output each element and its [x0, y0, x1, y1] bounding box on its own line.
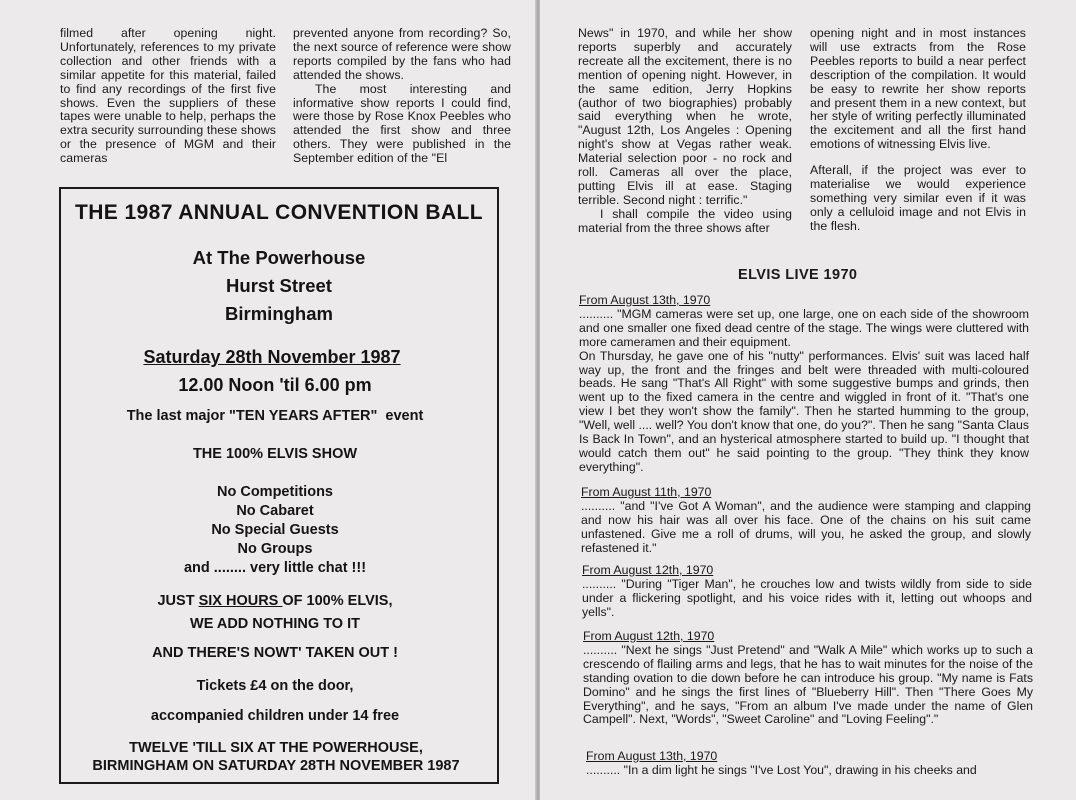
no-special-guests: No Special Guests	[211, 522, 339, 538]
section-heading: ELVIS LIVE 1970	[738, 267, 858, 283]
six-hours-post: OF 100% ELVIS,	[282, 593, 393, 609]
entry-date: From August 13th, 1970	[586, 749, 718, 763]
right-col1-paragraph-1: News" in 1970, and while her show reports superbly and accurately recreate all the excitement, there is no mention of opening night. However, in the same edition, Jerry Hopkins (author of two biographies) probably said everything when he wrote, "August 12th, Los Angeles : Opening night's show at Vegas rather weak. Material selection poor - no rock and roll. Cameras all over the place, putting Elvis ill at ease. Staging terrible. Second night : terrific."	[578, 26, 792, 207]
left-column-2	[293, 27, 511, 166]
show-name: THE 100% ELVIS SHOW	[192, 446, 358, 462]
entry-date: From August 12th, 1970	[583, 629, 715, 643]
add-nothing: WE ADD NOTHING TO IT	[190, 616, 360, 632]
venue-line-1: At The Powerhouse	[192, 247, 366, 268]
little-chat: and ........ very little chat !!!	[183, 560, 367, 576]
right-column-1	[578, 27, 792, 236]
footer-line-2: BIRMINGHAM ON SATURDAY 28TH NOVEMBER 1987	[92, 758, 460, 774]
right-col1-paragraph-2: I shall compile the video using material from the three shows after	[578, 206, 792, 235]
tagline-text: The last major	[126, 408, 230, 424]
right-col2-paragraph-2: Afterall, if the project was ever to materialise we would experience something very similar even if it was only a celluloid image and not Elvis in the flesh.	[810, 163, 1026, 233]
right-col2-paragraph-1: opening night and in most instances will use extracts from the Rose Peebles reports to build a near perfect description of the compilation. It would be easy to rewrite her show reports and present them in a new context, but her style of writing perfectly illuminated the excitement and all the first hand emotions of witnessing Elvis live.	[810, 26, 1026, 152]
entry-date: From August 11th, 1970	[581, 485, 712, 499]
nowt-taken-out: AND THERE'S NOWT' TAKEN OUT !	[152, 645, 398, 661]
no-groups: No Groups	[237, 541, 313, 557]
six-hours-pre: JUST	[157, 593, 199, 609]
footer-line-1: TWELVE 'TILL SIX AT THE POWERHOUSE,	[129, 740, 423, 756]
venue-line-2: Hurst Street	[226, 275, 332, 296]
six-hours-line	[53, 593, 497, 609]
entry-text: .......... "In a dim light he sings "I've Lost You", drawing in his cheeks and	[586, 762, 977, 777]
six-hours-underlined: SIX HOURS	[198, 593, 283, 609]
convention-ball-advert	[59, 187, 499, 784]
left-column-1	[60, 27, 276, 166]
no-competitions: No Competitions	[217, 484, 333, 500]
entry-text: .......... "During "Tiger Man", he crouches low and twists wildly from side to side under a flickering spotlight, and his voice rides with it, letting out whoops and yells".	[582, 576, 1032, 619]
entry-date: From August 12th, 1970	[582, 563, 714, 577]
show-report-entry	[579, 294, 1029, 475]
left-col2-paragraph-1: prevented anyone from recording? So, the next source of reference were show reports compiled by the fans who had attended the shows.	[293, 26, 511, 82]
no-cabaret: No Cabaret	[236, 503, 314, 519]
show-report-entry	[583, 630, 1033, 727]
left-col2-paragraph-2: The most interesting and informative show reports I could find, were those by Rose Knox Peebles who attended the first show and three others. They were published in the September edition of the "El	[293, 81, 511, 166]
tickets-price: Tickets £4 on the door,	[196, 678, 354, 694]
tagline-quote: "TEN YEARS AFTER"	[229, 408, 378, 424]
tagline	[53, 408, 497, 424]
advert-title: THE 1987 ANNUAL CONVENTION BALL	[75, 201, 483, 224]
event-date: Saturday 28th November 1987	[143, 347, 401, 367]
left-page	[0, 0, 536, 800]
show-report-entry	[581, 486, 1031, 556]
left-col1-paragraph: filmed after opening night. Unfortunately, references to my private collection and other friends with a similar appetite for this material, failed to find any recordings of the first five shows. Even the suppliers of these tapes were unable to help, perhaps the extra security surrounding these shows or the presence of MGM and their cameras	[60, 26, 276, 166]
right-column-2	[810, 27, 1026, 234]
children-free: accompanied children under 14 free	[150, 708, 400, 724]
event-time: 12.00 Noon 'til 6.00 pm	[178, 375, 372, 395]
entry-text: .......... "MGM cameras were set up, one large, one on each side of the showroom and one smaller one fixed dead centre of the stage. The wings were cluttered with more cameramen and their equipment.	[579, 306, 1029, 349]
tagline-end: event	[377, 408, 424, 424]
entry-text: .......... "Next he sings "Just Pretend" and "Walk A Mile" which works up to such a crescendo of flailing arms and legs, that he has to wait minutes for the noise of the standing ovation to die down before he can introduce his group. "My name is Fats Domino" and he sings the first lines of "Blueberry Hill". Then "There Goes My Everything", and he says, "From an album I've made under the name of Glen Campell". Next, "Words", "Sweet Caroline" and "Loving Feeling"."	[583, 642, 1033, 727]
entry-text: .......... "and "I've Got A Woman", and the audience were stamping and clapping and now his hair was all over his face. One of the chains on his suit came unfastened. Give me a roll of drums, will you, he asked the group, and slowly refastened it."	[581, 498, 1031, 555]
show-report-entry	[586, 750, 1036, 778]
entry-text-continued: On Thursday, he gave one of his "nutty" performances. Elvis' suit was laced half way up, the front and the fringes and belt were threaded with multi-coloured beads. He sang "That's All Right" with some suggestive bumps and grinds, then went up to the fixed camera in the centre and wiggled in front of it. "That's one view I bet they won't show the family". Then he started humming to the group, "Well, well .... well? You don't know that one, do you?". Then he sang "Santa Claus Is Back In Town", and an hysterical atmosphere started to build up. "I thought that would catch them out" he said pointing to the group. "They think they know everything".	[579, 348, 1029, 474]
venue-line-3: Birmingham	[225, 303, 333, 324]
show-report-entry	[582, 564, 1032, 620]
entry-date: From August 13th, 1970	[579, 293, 711, 307]
